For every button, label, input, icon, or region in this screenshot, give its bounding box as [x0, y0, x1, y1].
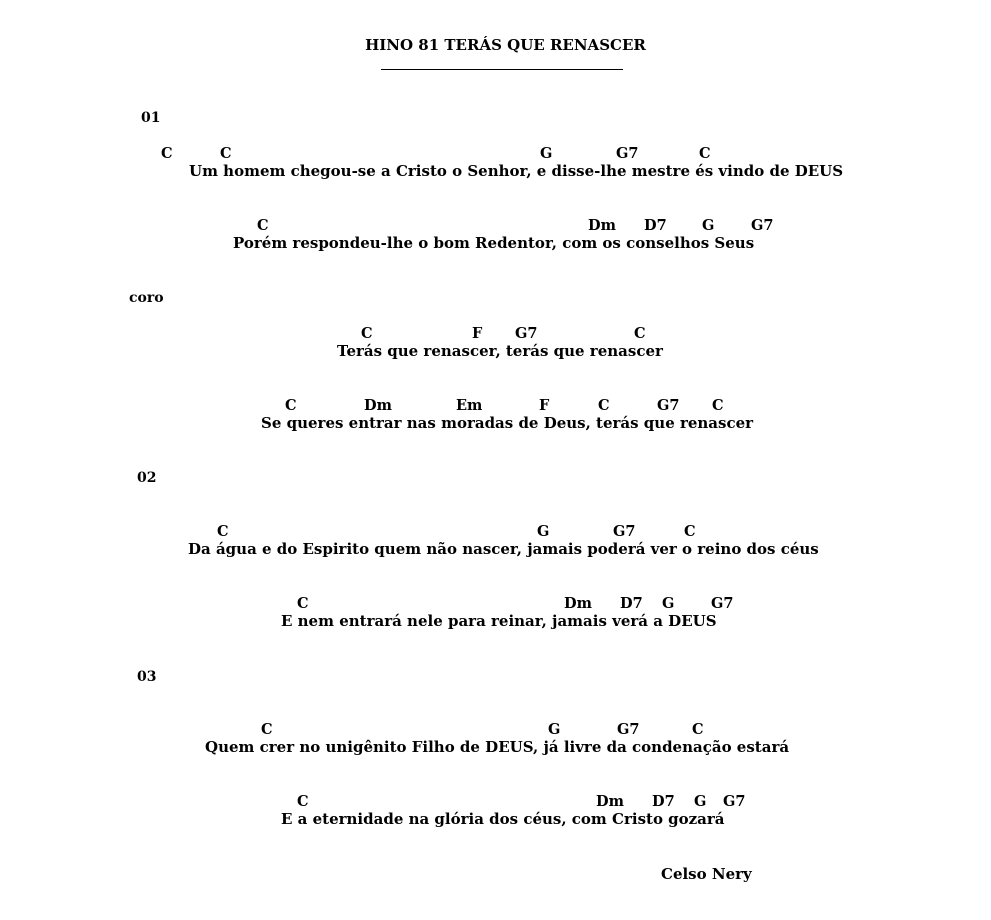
section-label: coro — [129, 290, 164, 306]
chord: G — [662, 595, 675, 612]
chord: C — [634, 325, 646, 342]
chord: C — [217, 523, 229, 540]
chord: G — [702, 217, 715, 234]
chord: C — [692, 721, 704, 738]
title-underline — [381, 69, 623, 70]
chord: C — [261, 721, 273, 738]
chord: Dm — [588, 217, 616, 234]
lyric-line: E nem entrará nele para reinar, jamais verá a DEUS — [281, 612, 717, 630]
chord: D7 — [644, 217, 667, 234]
chord: G7 — [616, 145, 639, 162]
chord: C — [257, 217, 269, 234]
chord: G7 — [723, 793, 746, 810]
chord: Dm — [564, 595, 592, 612]
chord: G — [548, 721, 561, 738]
chord: Em — [456, 397, 483, 414]
chord: G7 — [617, 721, 640, 738]
chord: G — [694, 793, 707, 810]
chord: G — [537, 523, 550, 540]
chord: G7 — [613, 523, 636, 540]
chord: C — [598, 397, 610, 414]
chord: F — [539, 397, 550, 414]
chord: G7 — [515, 325, 538, 342]
chord: C — [297, 595, 309, 612]
chord: Dm — [364, 397, 392, 414]
chord: C — [285, 397, 297, 414]
chord: Dm — [596, 793, 624, 810]
author-credit: Celso Nery — [661, 865, 752, 883]
lyric-line: Se queres entrar nas moradas de Deus, terás que renascer — [261, 414, 754, 432]
chord: G — [540, 145, 553, 162]
chord: D7 — [652, 793, 675, 810]
chord: D7 — [620, 595, 643, 612]
chord: G7 — [711, 595, 734, 612]
chord: C — [699, 145, 711, 162]
lyric-line: Porém respondeu-lhe o bom Redentor, com os conselhos Seus — [233, 234, 755, 252]
lyric-line: Quem crer no unigênito Filho de DEUS, já livre da condenação estará — [205, 738, 790, 756]
chord: C — [297, 793, 309, 810]
page-title: HINO 81 TERÁS QUE RENASCER — [365, 36, 646, 54]
lyric-line: Um homem chegou-se a Cristo o Senhor, e disse-lhe mestre és vindo de DEUS — [189, 162, 844, 180]
chord: C — [712, 397, 724, 414]
lyric-line: E a eternidade na glória dos céus, com Cristo gozará — [281, 810, 725, 828]
chord: F — [472, 325, 483, 342]
chord: G7 — [751, 217, 774, 234]
section-label: 03 — [137, 669, 157, 685]
section-label: 02 — [137, 470, 157, 486]
chord: C — [161, 145, 173, 162]
section-label: 01 — [141, 110, 161, 126]
chord: C — [684, 523, 696, 540]
chord: G7 — [657, 397, 680, 414]
lyric-line: Terás que renascer, terás que renascer — [337, 342, 663, 360]
lyric-line: Da água e do Espirito quem não nascer, jamais poderá ver o reino dos céus — [188, 540, 819, 558]
chord: C — [220, 145, 232, 162]
chord: C — [361, 325, 373, 342]
